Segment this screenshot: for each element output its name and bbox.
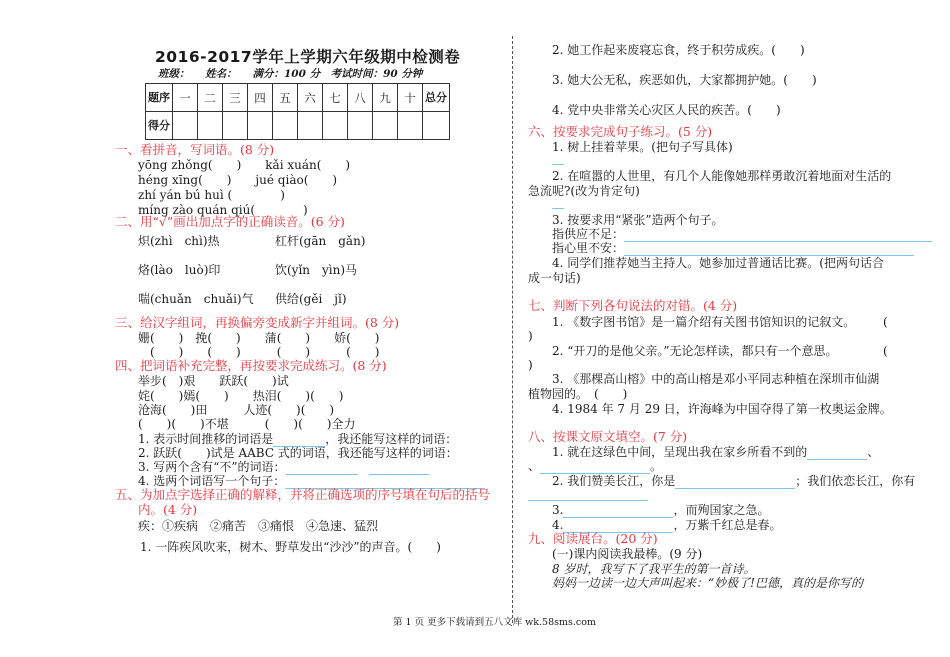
- column-divider: [512, 36, 513, 623]
- section-9-heading: 九、阅读展台。(20 分): [528, 531, 658, 546]
- answer-blank[interactable]: [552, 196, 564, 209]
- score-col-2: 二: [198, 84, 223, 112]
- judge-paren-open-2: (: [883, 344, 888, 358]
- section-4-heading: 四、把词语补充完整，再按要求完成练习。(8 分): [115, 358, 387, 373]
- judge-question-1: 1. 《数字图书馆》是一篇介绍有关图书馆知识的记叙文。: [552, 315, 856, 329]
- page-title: 2016-2017学年上学期六年级期中检测卷: [155, 48, 461, 66]
- score-cell[interactable]: [173, 112, 198, 140]
- fill-question-2-text: 2. 我们赞美长江，你是: [552, 474, 676, 488]
- score-col-3: 三: [223, 84, 248, 112]
- judge-paren-open-1: (: [883, 315, 888, 329]
- reading-item-4: 饮(yǐn yìn)马: [275, 263, 358, 277]
- section-1-heading: 一、看拼音，写词语。(8 分): [115, 142, 275, 157]
- definition-question-3: 3. 她大公无私，疾恶如仇，大家都拥护她。( ): [552, 73, 817, 87]
- fill-question-2-tail: ；我们依恋长江，你有: [795, 474, 916, 488]
- score-cell[interactable]: [423, 112, 450, 140]
- score-cell[interactable]: [373, 112, 398, 140]
- judge-question-3: 3. 《那棵高山榕》中的高山榕是邓小平同志种植在深圳市仙湖: [552, 372, 880, 386]
- pinyin-line-3: zhí yán bú huì ( ): [138, 188, 285, 202]
- score-table-label-score: 得分: [146, 112, 173, 140]
- idiom-line-1: 举步( )艰 跃跃( )试: [138, 374, 289, 388]
- idiom-question-4-text: 4. 选两个词语写一个句子：: [138, 474, 286, 488]
- char-line-2: ( ) ( ) ( ) ( ): [138, 345, 380, 359]
- sentence-question-3a-text: 指供应不足：: [552, 227, 625, 241]
- score-col-9: 九: [373, 84, 398, 112]
- sentence-question-3b-text: 指心里不安：: [552, 241, 625, 255]
- section-7-heading: 七、判断下列各句说法的对错。(4 分): [528, 298, 738, 313]
- score-col-10: 十: [398, 84, 423, 112]
- score-cell[interactable]: [223, 112, 248, 140]
- pinyin-line-4: míng zào quán qiú( ): [138, 203, 308, 217]
- score-cell[interactable]: [298, 112, 323, 140]
- idiom-line-2: 姹( )嫣( ) 热泪( )( ): [138, 389, 344, 403]
- sentence-question-3b: [552, 240, 914, 256]
- score-col-total: 总分: [423, 84, 450, 112]
- idiom-question-1-tail: ，我还能写这样的词语：: [325, 432, 458, 446]
- definition-options: 疾：①疾病 ②痛苦 ③痛恨 ④急速、猛烈: [138, 519, 379, 533]
- definition-question-1: 1. 一阵疾风吹来，树木、野草发出“沙沙”的声音。( ): [140, 540, 441, 554]
- reading-passage-line-1: 8 岁时，我写下了我平生的第一首诗。: [552, 562, 756, 576]
- page-footer: 第 1 页 更多下载请到五八文库 wk.58sms.com: [393, 617, 596, 628]
- section-2-heading: 二、用“√”画出加点字的正确读音。(6 分): [115, 214, 345, 229]
- sentence-question-4-cont: 成一句话): [528, 271, 581, 285]
- idiom-question-2: 2. 跃跃( )试是 AABC 式的词语，我还能写这样的词语：: [138, 446, 458, 460]
- sentence-question-1: 1. 树上挂着苹果。(把句子写具体): [552, 140, 733, 154]
- answer-blank[interactable]: [675, 476, 795, 489]
- score-cell[interactable]: [273, 112, 298, 140]
- section-5-heading-cont: 内。(4 分): [138, 502, 198, 517]
- score-col-6: 六: [298, 84, 323, 112]
- fill-question-3: [552, 502, 769, 518]
- score-cell[interactable]: [398, 112, 423, 140]
- sentence-question-2-cont: 急流呢?(改为肯定句): [528, 184, 640, 198]
- sentence-question-3: 3. 按要求用“紧张”造两个句子。: [552, 213, 724, 227]
- score-cell[interactable]: [248, 112, 273, 140]
- score-table-row-scores: [146, 112, 450, 140]
- fill-question-4-tail: ，万紫千红总是春。: [673, 518, 782, 532]
- score-cell[interactable]: [323, 112, 348, 140]
- score-cell[interactable]: [348, 112, 373, 140]
- judge-question-4: 4. 1984 年 7 月 29 日，许海峰为中国夺得了第一枚奥运金牌。: [552, 402, 892, 416]
- fill-question-3-tail: ，而殉国家之急。: [673, 503, 770, 517]
- section-6-heading: 六、按要求完成句子练习。(5 分): [528, 124, 713, 139]
- pinyin-line-2: héng xīng( ) jué qiào( ): [138, 173, 338, 187]
- judge-paren-close-2: ): [528, 358, 533, 372]
- fill-question-1-cont-sep: 、: [528, 459, 541, 473]
- idiom-question-3-text: 3. 写两个含有“不”的词语：: [138, 460, 286, 474]
- score-table: [145, 83, 450, 140]
- score-table-row-header: [146, 84, 450, 112]
- answer-blank[interactable]: [552, 152, 564, 165]
- idiom-line-3: 沧海( )田 人迹( )( ): [138, 403, 335, 417]
- reading-item-6: 供给(gěi jǐ): [275, 292, 347, 306]
- fill-question-2: [552, 473, 915, 489]
- exam-info: 班级： 姓名： 满分：100 分 考试时间：90 分钟: [158, 68, 423, 80]
- section-5-heading: 五、为加点字选择正确的解释，并将正确选项的序号填在句后的括号: [115, 487, 491, 502]
- section-3-heading: 三、给汉字组词，再换偏旁变成新字并组词。(8 分): [115, 315, 400, 330]
- idiom-question-1-text: 1. 表示时间推移的词语是: [138, 432, 274, 446]
- definition-question-2: 2. 她工作起来废寝忘食，终于积劳成疾。( ): [552, 43, 805, 57]
- fill-question-1-text: 1. 就在这绿色中间，呈现出我在家乡所看不到的: [552, 445, 808, 459]
- score-col-8: 八: [348, 84, 373, 112]
- sentence-question-4: 4. 同学们推荐她当主持人。她参加过普通话比赛。(把两句话合: [552, 256, 884, 270]
- idiom-line-4: ( )( )不堪 ( )( )全力: [138, 417, 356, 431]
- reading-item-2: 杠杆(gān gǎn): [275, 234, 366, 248]
- answer-blank[interactable]: [528, 488, 648, 501]
- sentence-question-2: 2. 在喧嚣的人世里，有几个人能像她那样勇敢沉着地面对生活的: [552, 169, 892, 183]
- char-line-1: 姗( ) 挽( ) 蒲( ) 娇( ): [138, 331, 380, 345]
- answer-blank[interactable]: [807, 447, 867, 460]
- score-col-1: 一: [173, 84, 198, 112]
- fill-question-4-num: 4.: [552, 518, 564, 532]
- reading-item-1: 炽(zhì chì)热: [138, 234, 220, 248]
- score-col-5: 五: [273, 84, 298, 112]
- score-cell[interactable]: [198, 112, 223, 140]
- judge-paren-close-1: ): [528, 329, 533, 343]
- fill-question-1-tail: 、: [867, 445, 880, 459]
- fill-question-3-num: 3.: [552, 503, 564, 517]
- score-table-label-order: 题序: [146, 84, 173, 112]
- reading-item-3: 烙(lào luò)印: [138, 263, 221, 277]
- judge-question-3-cont: 植物园的。 ( ): [528, 387, 628, 401]
- fill-question-1-cont: 、 。: [528, 459, 663, 473]
- reading-item-5: 喘(chuǎn chuǎi)气: [138, 292, 254, 306]
- pinyin-line-1: yōng zhǒng( ) kǎi xuán( ): [138, 158, 351, 172]
- score-col-4: 四: [248, 84, 273, 112]
- section-8-heading: 八、按课文原文填空。(7 分): [528, 429, 688, 444]
- score-col-7: 七: [323, 84, 348, 112]
- reading-subheading: (一)课内阅读我最棒。(9 分): [552, 547, 703, 561]
- judge-question-2: 2. “开刀的是他父亲。”无论怎样读，都只有一个意思。: [552, 344, 838, 358]
- reading-passage-line-2: 妈妈一边读一边大声叫起来：“妙极了!巴德，真的是你写的: [552, 576, 863, 590]
- definition-question-4: 4. 党中央非常关心灾区人民的疾苦。( ): [552, 103, 781, 117]
